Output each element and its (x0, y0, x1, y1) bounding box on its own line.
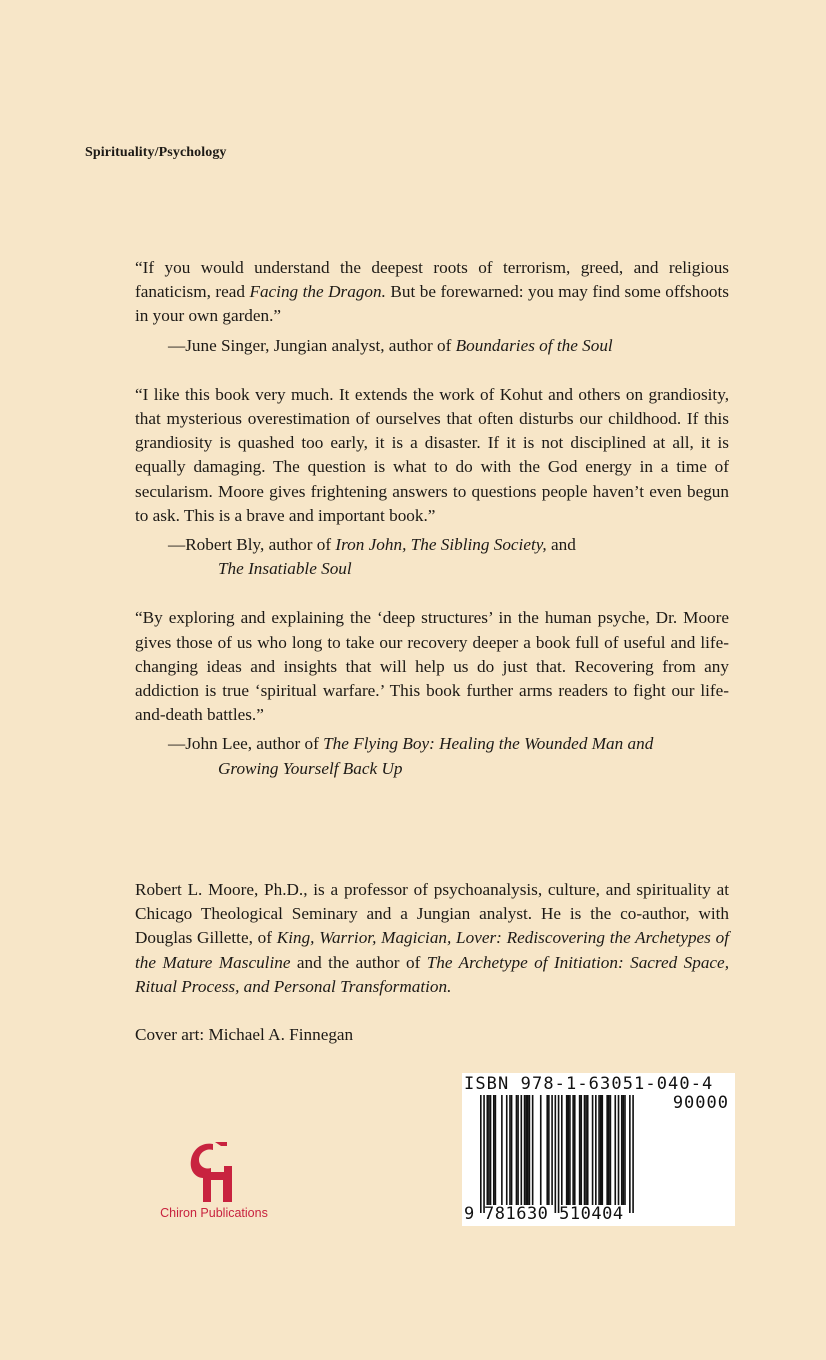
text-run: Iron John, The Sibling Society, (335, 535, 547, 555)
text-run: Robert L. Moore, Ph.D., is a professor of psychoanalysis, culture, and spirituality at Chicago Theological Seminary and a Jungian analyst. He is the co-author, with Douglas Gillette, of (135, 880, 729, 948)
price-code: 90000 (672, 1093, 729, 1113)
barcode-bar (572, 1095, 574, 1205)
barcode-bar (532, 1095, 534, 1205)
quote-attribution-continued (135, 757, 729, 781)
barcode-bar (525, 1095, 527, 1205)
quote-text (135, 383, 729, 528)
barcode-bar (488, 1095, 490, 1205)
cover-art-credit: Cover art: Michael A. Finnegan (135, 1025, 354, 1044)
text-run: “I like this book very much. It extends the work of Kohut and others on grandiosity, that mysterious overestimation of ourselves that often disturbs our childhood. If this grandiosity is quashed too early, it is a disaster. If it is not disciplined at all, it is equally damaging. The question is what to do with the God energy in a time of secularism. Moore gives frightening answers to questions people haven’t even begun to ask. This is a brave and important book.” (135, 384, 729, 525)
barcode-bar (486, 1095, 488, 1205)
ean-digits: 781630 510404 (484, 1204, 624, 1224)
text-run: and (546, 535, 576, 555)
barcode-bar (584, 1095, 586, 1205)
barcode-bar (509, 1095, 511, 1205)
barcode-bar (579, 1095, 581, 1205)
barcode-bar (598, 1095, 600, 1205)
barcode-bar (602, 1095, 604, 1205)
text-run: “If you would understand the deepest roots of terrorism, greed, and religious fanaticism, read (135, 258, 729, 302)
barcode-bar (548, 1095, 550, 1205)
barcode-bar (608, 1095, 610, 1205)
quote-attribution (135, 732, 729, 756)
text-run: Growing Yourself Back Up (218, 758, 403, 778)
barcode-bar (595, 1095, 597, 1205)
text-run: —June Singer, Jungian analyst, author of (168, 335, 456, 355)
quote-2 (135, 383, 729, 582)
barcode-bar (493, 1095, 495, 1205)
barcode-bar (483, 1095, 485, 1213)
chiron-c-logo-icon (183, 1140, 245, 1204)
text-run: —John Lee, author of (168, 734, 324, 754)
quote-3 (135, 606, 729, 780)
barcode-bar (516, 1095, 518, 1205)
quote-1 (135, 256, 729, 358)
barcode-bar (569, 1095, 571, 1205)
author-bio (135, 878, 729, 999)
barcode-bar (567, 1095, 569, 1205)
isbn-barcode (462, 1073, 735, 1226)
endorsements (135, 256, 729, 806)
barcode-bar (551, 1095, 553, 1205)
barcode-bar (527, 1095, 529, 1205)
barcode-bar (624, 1095, 626, 1205)
barcode-bar (600, 1095, 602, 1205)
barcode-bar (580, 1095, 582, 1205)
quote-attribution-continued (135, 557, 729, 581)
barcode-bar (585, 1095, 587, 1205)
text-run: —Robert Bly, author of (168, 535, 336, 555)
barcode-bar (506, 1095, 508, 1205)
barcode-bar (495, 1095, 497, 1205)
barcode-bar (501, 1095, 503, 1205)
publisher-name: Chiron Publications (160, 1206, 268, 1220)
category-label: Spirituality/Psychology (85, 145, 227, 160)
barcode-bar (623, 1095, 625, 1205)
text-run: King, Warrior, Magician, Lover: Rediscovering the Archetypes of the Mature Masculine (135, 928, 729, 972)
barcode-bar (480, 1095, 482, 1213)
isbn-label: ISBN 978-1-63051-040-4 (464, 1074, 714, 1094)
text-run: “By exploring and explaining the ‘deep structures’ in the human psyche, Dr. Moore gives those of us who long to take our recovery deeper a book full of useful and life-changing ideas and insights that will help us do just that. Recovering from any addiction is true ‘spiritual warfare.’ This book further arms readers to fight our life-and-death battles.” (135, 608, 729, 725)
barcode-bar (592, 1095, 594, 1205)
publisher-logo (158, 1140, 270, 1220)
ean-first-digit: 9 (464, 1204, 475, 1224)
barcode-bar (511, 1095, 513, 1205)
barcode-bar (521, 1095, 523, 1205)
barcode-bar (540, 1095, 542, 1205)
text-run: Facing the Dragon. (249, 282, 386, 302)
barcode-bar (629, 1095, 631, 1213)
quote-text (135, 256, 729, 329)
barcode-bar (587, 1095, 589, 1205)
quote-attribution (135, 533, 729, 557)
barcode-bar (574, 1095, 576, 1205)
text-run: and the author of (290, 952, 427, 972)
barcode-bar (558, 1095, 560, 1213)
quote-text (135, 606, 729, 727)
barcode-bar (546, 1095, 548, 1205)
text-run: The Flying Boy: Healing the Wounded Man and (323, 734, 654, 754)
barcode-bar (632, 1095, 634, 1213)
text-run: But be forewarned: you may find some offshoots in your own garden.” (135, 282, 729, 326)
barcode-bar (529, 1095, 531, 1205)
barcode-bar (561, 1095, 563, 1205)
text-run: The Archetype of Initiation: Sacred Space, Ritual Process, and Personal Transformation. (135, 952, 729, 996)
barcode-bar (517, 1095, 519, 1205)
barcode-bar (610, 1095, 612, 1205)
text-run: The Insatiable Soul (218, 559, 352, 579)
barcode-bar (524, 1095, 526, 1205)
barcode-bar (621, 1095, 623, 1205)
barcode-bar (555, 1095, 557, 1213)
barcode-bar (606, 1095, 608, 1205)
quote-attribution (135, 334, 729, 358)
barcode-bar (490, 1095, 492, 1205)
barcode-bar (614, 1095, 616, 1205)
barcode-bar (618, 1095, 620, 1205)
text-run: Boundaries of the Soul (455, 335, 613, 355)
barcode-bar (566, 1095, 568, 1205)
